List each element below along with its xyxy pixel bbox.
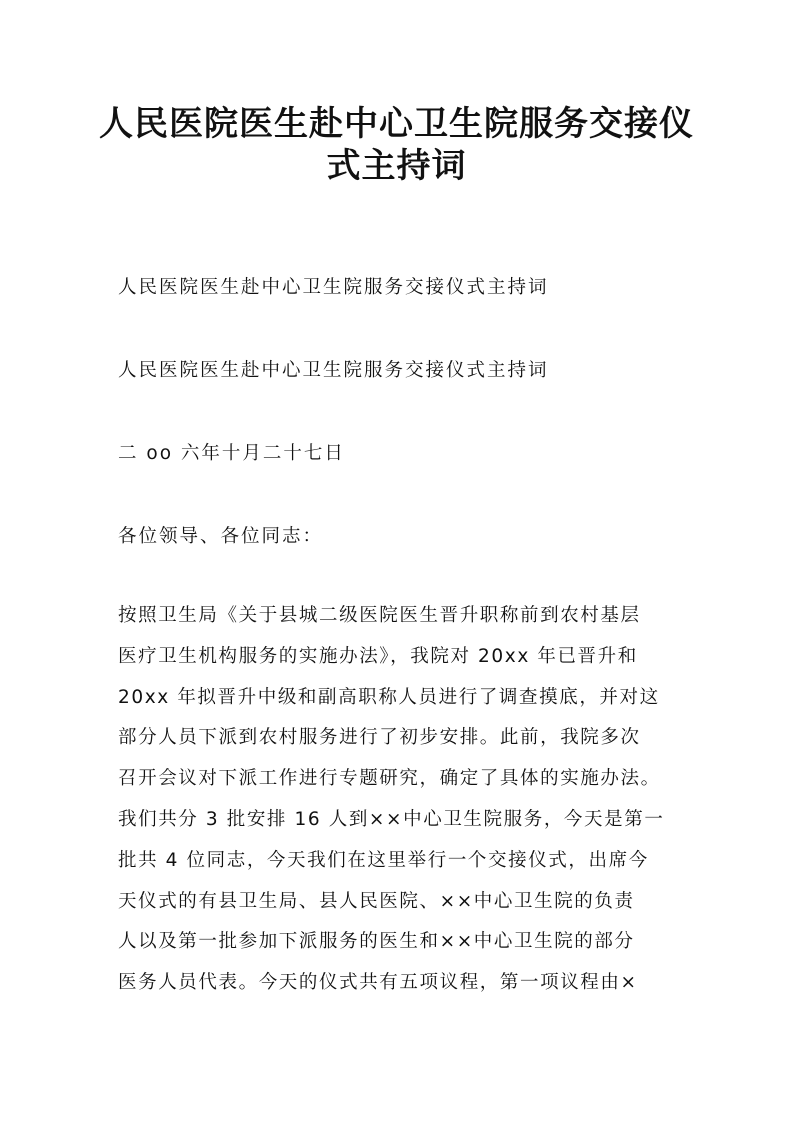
paragraph-line: 医务人员代表。今天的仪式共有五项议程，第一项议程由× <box>118 972 638 994</box>
paragraph-line: 人以及第一批参加下派服务的医生和××中心卫生院的部分 <box>118 931 635 953</box>
document-date: 二 oo 六年十月二十七日 <box>118 443 345 464</box>
document-title-line-2: 式主持词 <box>326 146 467 186</box>
subtitle-line-2: 人民医院医生赴中心卫生院服务交接仪式主持词 <box>118 360 549 381</box>
paragraph-line: 医疗卫生机构服务的实施办法》，我院对 20xx 年已晋升和 <box>118 645 638 667</box>
paragraph-line: 我们共分 3 批安排 16 人到××中心卫生院服务，今天是第一 <box>118 808 665 830</box>
salutation: 各位领导、各位同志： <box>118 526 324 547</box>
paragraph-line: 批共 4 位同志，今天我们在这里举行一个交接仪式，出席今 <box>118 849 649 871</box>
paragraph-line: 天仪式的有县卫生局、县人民医院、××中心卫生院的负责 <box>118 890 635 912</box>
body-paragraph <box>118 604 688 1012</box>
paragraph-line: 召开会议对下派工作进行专题研究，确定了具体的实施办法。 <box>118 768 661 790</box>
paragraph-line: 部分人员下派到农村服务进行了初步安排。此前，我院多次 <box>118 727 641 749</box>
document-title-line-1: 人民医院医生赴中心卫生院服务交接仪 <box>99 104 694 144</box>
paragraph-line: 20xx 年拟晋升中级和副高职称人员进行了调查摸底，并对这 <box>118 686 660 708</box>
paragraph-line: 按照卫生局《关于县城二级医院医生晋升职称前到农村基层 <box>118 605 641 626</box>
subtitle-line-1: 人民医院医生赴中心卫生院服务交接仪式主持词 <box>118 277 549 298</box>
